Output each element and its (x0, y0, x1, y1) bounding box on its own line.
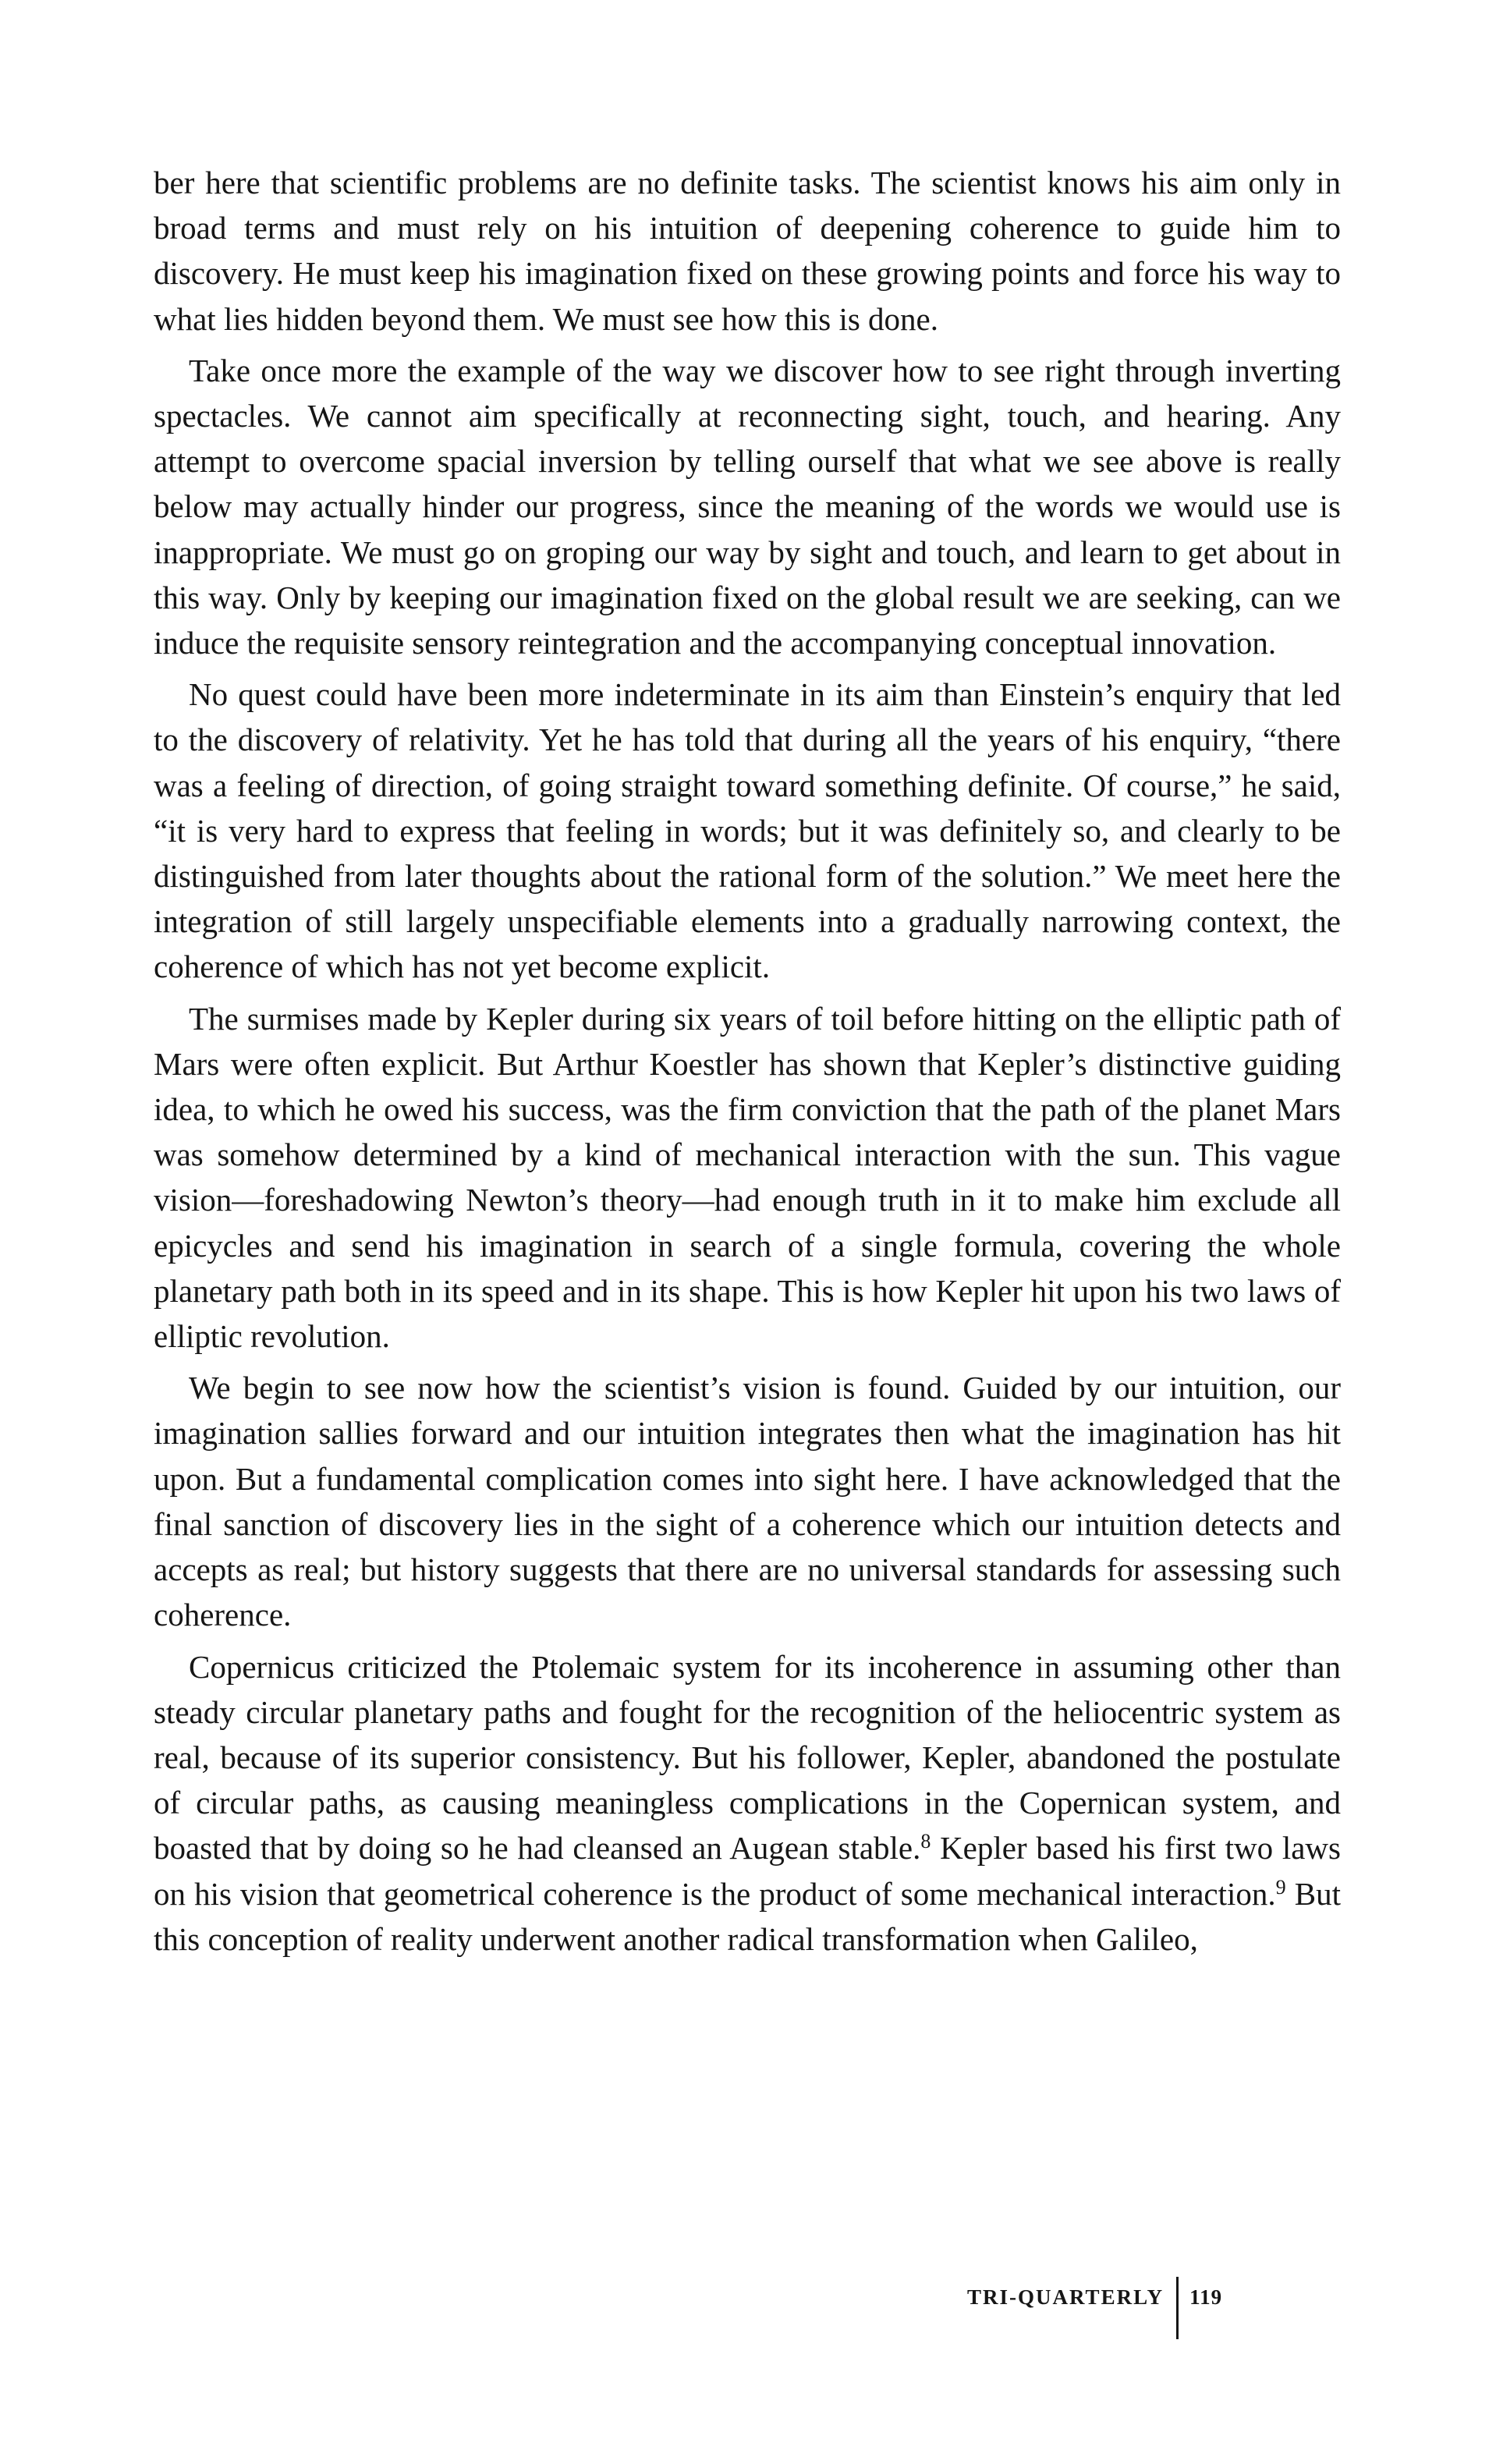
paragraph-copernicus-text-1: Copernicus criticized the Ptolemaic system for its incoherence in assuming other than steady circular planetary paths and fought for the recognition of the heliocentric system as real, because of its superior consistency. But his follower, Kepler, abandoned the postulate of circular paths, as causing meaningless complications in the Copernican system, and boasted that by doing so he had cleansed an Augean stable. (154, 1648, 1341, 1867)
paragraph-inverting-spectacles: Take once more the example of the way we discover how to see right through inverting spectacles. We cannot aim specifically at reconnecting sight, touch, and hearing. Any attempt to overcome spacial inversion by telling ourself that what we see above is really below may actually hinder our progress, since the meaning of the words we would use is inappropriate. We must go on groping our way by sight and touch, and learn to get about in this way. Only by keeping our imagination fixed on the global result we are seeking, can we induce the requisite sensory reintegration and the accompanying conceptual innovation. (154, 352, 1341, 661)
page-footer (967, 2266, 1222, 2328)
page-number: 119 (1189, 2285, 1223, 2309)
paragraph-copernicus-text-3: But this conception of reality underwent another radical transformation when Galileo, (154, 1875, 1341, 1957)
footer-divider (1176, 2277, 1179, 2339)
paragraph-copernicus-text-2: Kepler based his first two laws on his vision that geometrical coherence is the product of some mechanical interaction. (154, 1830, 1341, 1912)
body-text (154, 160, 1341, 1968)
paragraph-einstein: No quest could have been more indeterminate in its aim than Einstein’s enquiry that led to the discovery of relativity. Yet he has told that during all the years of his enquiry, “there was a feeling of direction, of going straight toward something definite. Of course,” he said, “it is very hard to express that feeling in words; but it was definitely so, and clearly to be distinguished from later thoughts about the rational form of the solution.” We meet here the integration of still largely unspecifiable elements into a gradually narrowing context, the coherence of which has not yet become explicit. (154, 676, 1341, 985)
paragraph-scientists-vision: We begin to see now how the scientist’s vision is found. Guided by our intuition, our imagination sallies forward and our intuition integrates then what the imagination has hit upon. But a fundamental complication comes into sight here. I have acknowledged that the final sanction of discovery lies in the sight of a coherence which our intuition detects and accepts as real; but history suggests that there are no universal standards for assessing such coherence. (154, 1370, 1341, 1633)
footnote-marker-9: 9 (1275, 1875, 1286, 1899)
paragraph-continuation: ber here that scientific problems are no definite tasks. The scientist knows his aim only in broad terms and must rely on his intuition of deepening coherence to guide him to discovery. He must keep his imagination fixed on these growing points and force his way to what lies hidden beyond them. We must see how this is done. (154, 165, 1341, 337)
journal-name: TRI-QUARTERLY (967, 2285, 1165, 2309)
footnote-marker-8: 8 (920, 1830, 931, 1853)
paragraph-kepler: The surmises made by Kepler during six years of toil before hitting on the elliptic path of Mars were often explicit. But Arthur Koestler has shown that Kepler’s distinctive guiding idea, to which he owed his success, was the firm conviction that the path of the planet Mars was somehow determined by a kind of mechanical interaction with the sun. This vague vision—foreshadowing Newton’s theory—had enough truth in it to make him exclude all epicycles and send his imagination in search of a single formula, covering the whole planetary path both in its speed and in its shape. This is how Kepler hit upon his two laws of elliptic revolution. (154, 1000, 1341, 1355)
paragraph-copernicus (154, 1644, 1341, 1962)
